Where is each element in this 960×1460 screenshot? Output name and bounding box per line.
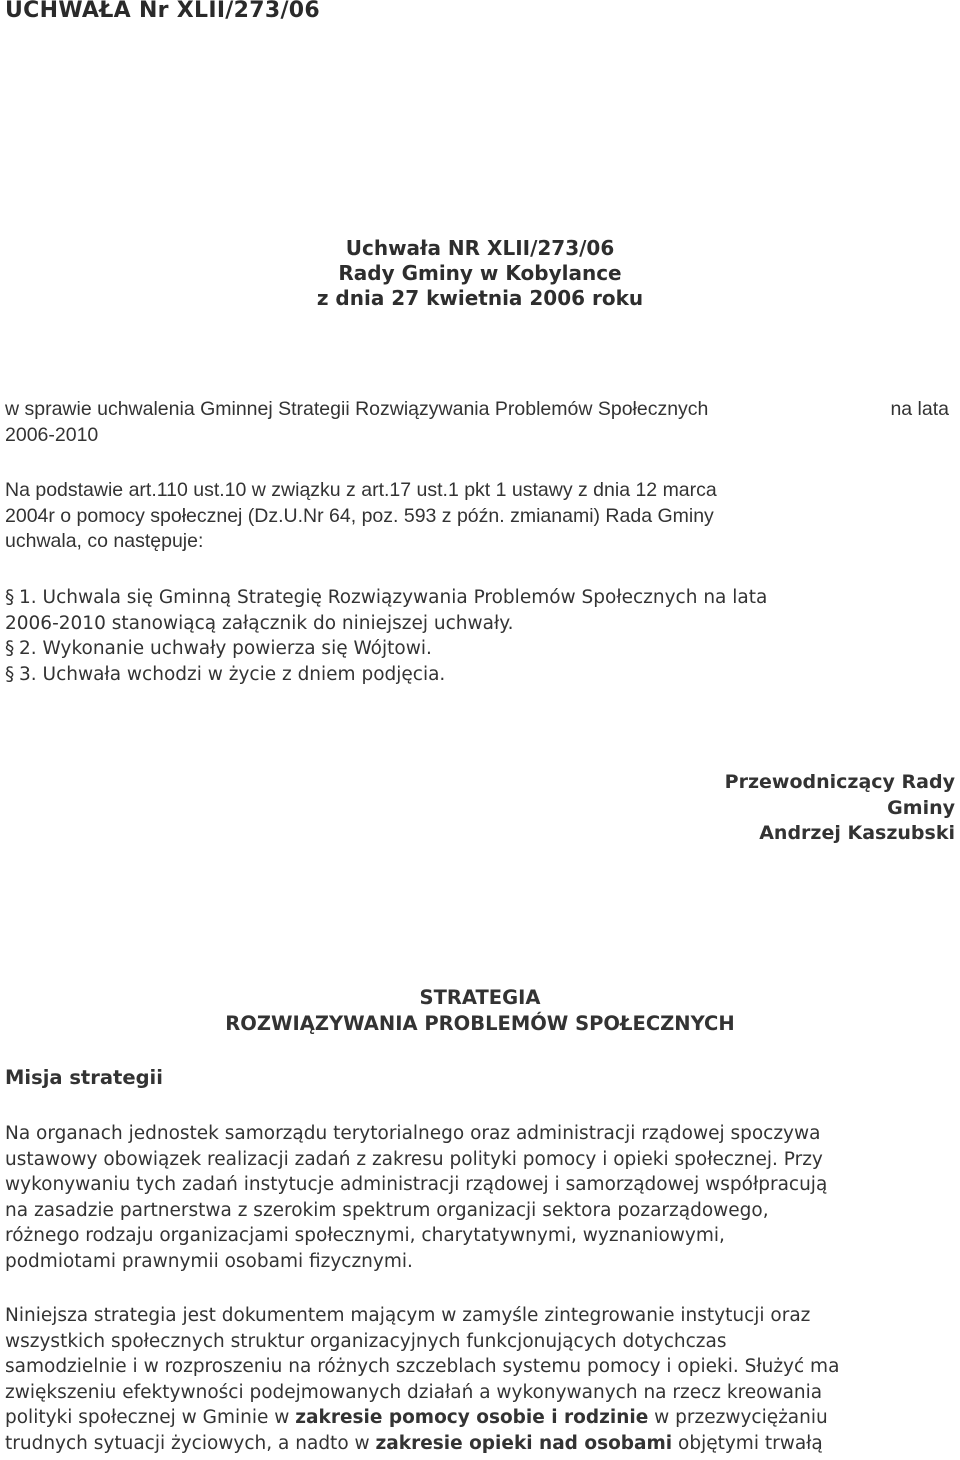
resolution-title-line: Uchwała NR XLII/273/06 — [345, 236, 615, 260]
body-line: zwiększeniu efektywności podejmowanych działań a wykonywanych na rzecz kreowania — [5, 1381, 823, 1403]
body-line: wszystkich społecznych struktur organizacyjnych funkcjonujących dotychczas — [5, 1330, 727, 1352]
resolution-title — [0, 236, 960, 311]
paragraph-sign: § — [5, 638, 15, 659]
strategy-title-line: ROZWIĄZYWANIA PROBLEMÓW SPOŁECZNYCH — [225, 1012, 735, 1035]
signature-role: Przewodniczący Rady — [724, 771, 955, 793]
resolution-council-line: Rady Gminy w Kobylance — [338, 261, 622, 285]
body-line: ustawowy obowiązek realizacji zadań z zakresu polityki pomocy i opieki społecznej. Przy — [5, 1148, 823, 1170]
paragraph-text: 2. Wykonanie uchwały powierza się Wójtowi. — [19, 638, 432, 659]
body-line: podmiotami prawnymii osobami fizycznymi. — [5, 1250, 413, 1272]
subject-text-tail: na lata — [890, 398, 949, 420]
paragraph-sign: § — [5, 663, 15, 685]
legal-basis-line: uchwala, co następuje: — [5, 530, 204, 552]
document-heading: UCHWAŁA Nr XLII/273/06 — [5, 0, 321, 23]
body-line: różnego rodzaju organizacjami społecznymi, charytatywnymi, wyznaniowymi, — [5, 1225, 725, 1246]
legal-basis — [5, 478, 955, 555]
paragraph-text: 1. Uchwala się Gminną Strategię Rozwiązywania Problemów Społecznych na lata — [19, 587, 768, 608]
paragraph-2 — [5, 636, 955, 662]
body-line: Na organach jednostek samorządu terytorialnego oraz administracji rządowej spoczywa — [5, 1123, 821, 1144]
body-line — [5, 1431, 957, 1457]
body-line: samodzielnie i w rozproszeniu na różnych szczeblach systemu pomocy i opieki. Służyć ma — [5, 1356, 840, 1377]
paragraph-3 — [5, 662, 955, 688]
subject-years: 2006-2010 — [5, 423, 99, 446]
body-text: w przezwyciężaniu — [648, 1407, 828, 1428]
signature-block — [725, 770, 955, 847]
resolution-subject — [5, 397, 955, 448]
body-text: objętymi trwałą — [672, 1432, 823, 1454]
body-line: na zasadzie partnerstwa z szerokim spektrum organizacji sektora pozarządowego, — [5, 1199, 769, 1221]
signature-role-cont: Gminy — [887, 796, 955, 819]
body-line: Niniejsza strategia jest dokumentem mającym w zamyśle zintegrowanie instytucji oraz — [5, 1305, 811, 1326]
paragraph-1 — [5, 585, 955, 636]
body-text: polityki społecznej w Gminie w — [5, 1407, 296, 1428]
resolution-paragraphs — [5, 585, 955, 687]
legal-basis-line: 2004r o pomocy społecznej (Dz.U.Nr 64, poz. 593 z późn. zmianami) Rada Gminy — [5, 504, 714, 527]
legal-basis-line: Na podstawie art.110 ust.10 w związku z art.17 ust.1 pkt 1 ustawy z dnia 12 marca — [5, 479, 717, 501]
body-line — [5, 1405, 957, 1431]
body-emphasis: zakresie opieki nad osobami — [375, 1432, 673, 1454]
paragraph-text: 3. Uchwała wchodzi w życie z dniem podjęcia. — [19, 663, 446, 685]
body-text: trudnych sytuacji życiowych, a nadto w — [5, 1432, 376, 1454]
mission-heading: Misja strategii — [5, 1066, 163, 1089]
strategy-title — [0, 985, 960, 1037]
paragraph-text: 2006-2010 stanowiącą załącznik do niniejszej uchwały. — [5, 612, 514, 634]
strategy-title-line: STRATEGIA — [419, 986, 541, 1009]
signature-name: Andrzej Kaszubski — [759, 822, 955, 844]
subject-line — [5, 397, 955, 423]
body-paragraph-1 — [5, 1121, 957, 1274]
body-paragraph-2 — [5, 1303, 957, 1456]
body-emphasis: zakresie pomocy osobie i rodzinie — [295, 1407, 649, 1428]
resolution-date-line: z dnia 27 kwietnia 2006 roku — [316, 286, 644, 310]
subject-text: w sprawie uchwalenia Gminnej Strategii Rozwiązywania Problemów Społecznych — [5, 398, 709, 420]
body-line: wykonywaniu tych zadań instytucje administracji rządowej i samorządowej współpracują — [5, 1174, 828, 1195]
paragraph-sign: § — [5, 587, 15, 608]
